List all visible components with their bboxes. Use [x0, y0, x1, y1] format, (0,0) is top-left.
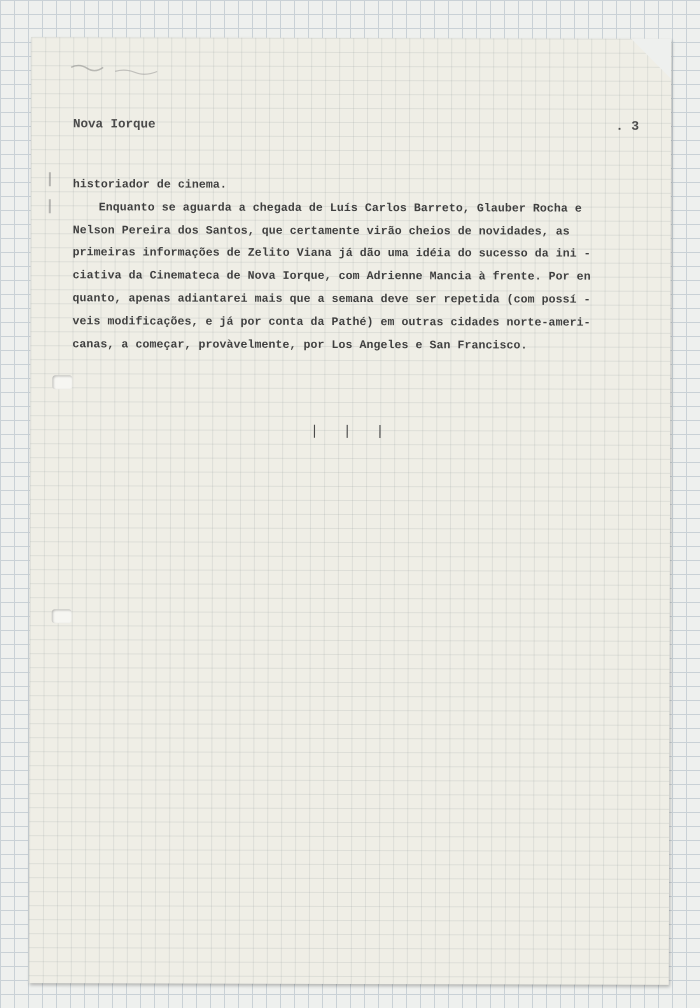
text-line: quanto, apenas adiantarei mais que a semana deve ser repetida (com possí -: [72, 292, 591, 307]
folded-corner: [631, 39, 671, 79]
margin-mark: [49, 199, 51, 213]
section-separator: | | |: [310, 423, 393, 441]
text-line: ciativa da Cinemateca de Nova Iorque, com Adrienne Mancia à frente. Por en: [72, 269, 591, 284]
typewritten-page: [29, 37, 671, 985]
ink-smudge: [69, 59, 159, 77]
text-line: primeiras informações de Zelito Viana já dão uma idéia do sucesso da ini -: [72, 246, 591, 262]
page-number: . 3: [615, 118, 640, 134]
text-line: canas, a começar, provàvelmente, por Los Angeles e San Francisco.: [72, 337, 528, 353]
text-line: Nelson Pereira dos Santos, que certamente virão cheios de novidades, as: [72, 223, 570, 239]
punch-hole-bottom: [52, 609, 72, 623]
margin-mark: [49, 172, 51, 186]
running-head: Nova Iorque: [72, 117, 156, 132]
text-line: Enquanto se aguarda a chegada de Luís Carlos Barreto, Glauber Rocha e: [98, 201, 582, 216]
text-line: historiador de cinema.: [72, 178, 227, 192]
body-text: [72, 174, 642, 358]
punch-hole-top: [52, 375, 72, 389]
text-line: veis modificações, e já por conta da Pathé) em outras cidades norte-ameri-: [72, 315, 591, 330]
